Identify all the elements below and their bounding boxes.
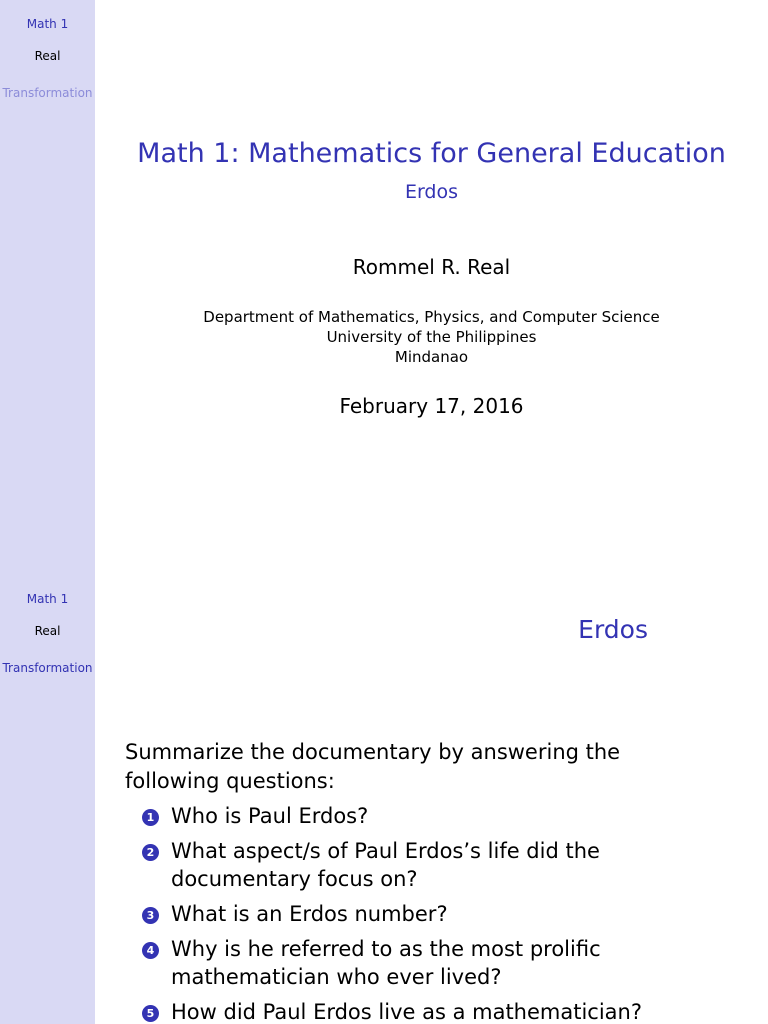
presentation-title: Math 1: Mathematics for General Education bbox=[137, 138, 726, 169]
sidebar-item-author[interactable]: Real bbox=[34, 49, 61, 63]
sidebar-item-section[interactable]: Transformation bbox=[2, 86, 93, 100]
list-item bbox=[142, 998, 742, 1024]
number-badge: 5 bbox=[142, 1005, 159, 1022]
sidebar-nav bbox=[0, 0, 95, 575]
sidebar-item-course[interactable]: Math 1 bbox=[26, 592, 69, 606]
sidebar-nav bbox=[0, 575, 95, 1024]
sidebar-item-course[interactable]: Math 1 bbox=[26, 17, 69, 31]
question-text: How did Paul Erdos live as a mathematician? bbox=[171, 1000, 643, 1024]
institution-line-2: University of the Philippines bbox=[326, 328, 537, 346]
list-item bbox=[142, 900, 742, 928]
author-name: Rommel R. Real bbox=[352, 255, 511, 279]
question-text: What is an Erdos number? bbox=[171, 902, 448, 926]
number-badge: 1 bbox=[142, 809, 159, 826]
question-text: Who is Paul Erdos? bbox=[171, 804, 369, 828]
slide-content bbox=[95, 575, 768, 1024]
intro-text: Summarize the documentary by answering the following questions: bbox=[125, 740, 621, 793]
number-badge: 2 bbox=[142, 844, 159, 861]
number-badge: 4 bbox=[142, 942, 159, 959]
question-text: What aspect/s of Paul Erdos’s life did the documentary focus on? bbox=[171, 839, 600, 891]
number-badge: 3 bbox=[142, 907, 159, 924]
institution-block bbox=[95, 307, 768, 367]
list-item bbox=[142, 837, 742, 893]
presentation-date: February 17, 2016 bbox=[339, 394, 524, 418]
erdos-slide bbox=[0, 575, 768, 1024]
question-list bbox=[142, 802, 742, 1024]
list-item bbox=[142, 802, 742, 830]
institution-line-1: Department of Mathematics, Physics, and Computer Science bbox=[203, 308, 660, 326]
sidebar-item-section[interactable]: Transformation bbox=[2, 661, 93, 675]
question-text: Why is he referred to as the most prolific mathematician who ever lived? bbox=[171, 937, 601, 989]
slide-content bbox=[95, 0, 768, 575]
presentation-subtitle: Erdos bbox=[404, 181, 459, 203]
sidebar-item-author[interactable]: Real bbox=[34, 624, 61, 638]
list-item bbox=[142, 935, 742, 991]
frame-title: Erdos bbox=[578, 615, 648, 644]
institution-line-3: Mindanao bbox=[394, 348, 469, 366]
